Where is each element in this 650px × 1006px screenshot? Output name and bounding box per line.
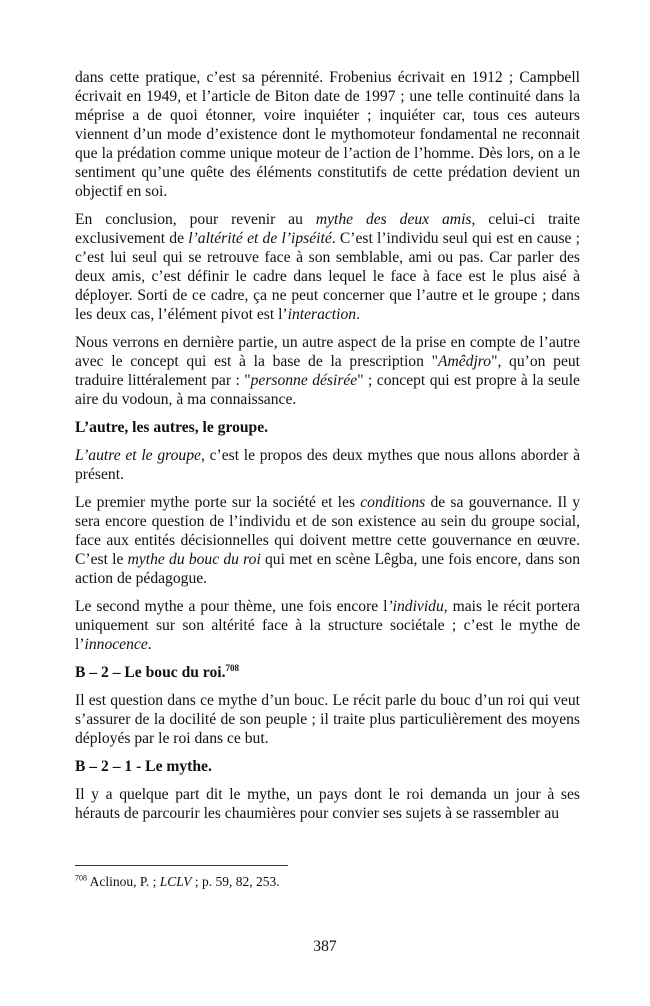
text-run: . C’est l’individu seul qui est en cause ; c’est lui seul qui se retrouve face à son semblable, ami ou pas. Car parler des deux amis, c’est définir le cadre dans lequel le face à face est le plus aisé à déployer. Sorti de ce cadre, ça ne peut concerner que l’autre et le groupe ; dans les deux cas, l’élément pivot est l’: [75, 230, 580, 323]
text-run: celui-ci traite exclusivement de: [75, 211, 580, 247]
text-run: Nous verrons en dernière partie: [75, 334, 274, 351]
paragraph-5: [75, 493, 580, 588]
text-run: , mais le récit portera uniquement sur son altérité face à la structure sociétale ; c’est le mythe de l’: [75, 598, 580, 653]
heading-text: B – 2 – Le bouc du roi.: [75, 664, 226, 681]
footnote-reference[interactable]: 708: [225, 662, 239, 673]
page-number: 387: [313, 938, 337, 955]
paragraph-7-text: Il est question dans ce mythe d’un bouc. Le récit parle du bouc d’un roi qui veut s’assurer de la docilité de son peuple ; il traite plus particulièrement des moyens déployés par le roi dans ce but.: [75, 692, 580, 747]
section-heading-mythe: B – 2 – 1 - Le mythe.: [75, 758, 212, 775]
paragraph-2: [75, 210, 580, 324]
text-run: Aclinou, P. ;: [87, 874, 160, 889]
text-run: En conclusion, pour revenir au: [75, 211, 316, 228]
italic-run: L’autre et le groupe: [75, 447, 201, 464]
footnote-number: 708: [75, 873, 87, 883]
italic-run: interaction: [287, 306, 357, 323]
italic-run: mythe des deux amis,: [315, 211, 476, 228]
text-run: Le premier mythe porte sur la société et les: [75, 494, 361, 511]
italic-run: ,: [273, 334, 278, 351]
italic-run: innocence: [84, 636, 148, 653]
paragraph-1: [75, 68, 580, 201]
text-run: un autre aspect de la prise en compte de l’autre avec le concept qui est à la base de la prescription ": [75, 334, 580, 370]
italic-run: personne désirée: [250, 372, 358, 389]
italic-run: Amêdjro: [437, 353, 492, 370]
text-run: " ; concept qui est propre à la seule aire du vodoun, à ma connaissance.: [75, 372, 580, 408]
text-run: Le second mythe a pour thème, une fois encore l: [75, 598, 388, 615]
italic-run: conditions: [360, 494, 426, 511]
paragraph-1-text: dans cette pratique, c’est sa pérennité. Frobenius écrivait en 1912 ; Campbell écrivait en 1949, et l’article de Biton date de 1997 ; une telle continuité dans la méprise a de quoi étonner, voire inquiéter ; inquiéter car, tous ces auteurs viennent d’un mode d’existence dont le mythomoteur fondamental ne reconnait que la prédation comme unique moteur de l’action de l’homme. Dès lors, on a le sentiment qu’une quête des éléments constitutifs de cette prédation devient un objectif en soi.: [75, 69, 580, 200]
paragraph-7: [75, 691, 580, 748]
text-run: , c’est le propos des deux mythes que nous allons aborder à présent.: [75, 447, 580, 483]
paragraph-6: [75, 597, 580, 654]
italic-run: LCLV: [159, 874, 192, 889]
text-run: .: [356, 306, 360, 323]
paragraph-8-text: Il y a quelque part dit le mythe, un pays dont le roi demanda un jour à ses hérauts de parcourir les chaumières pour convier ses sujets à se rassembler au: [75, 786, 580, 822]
paragraph-3: [75, 333, 580, 409]
paragraph-4: [75, 446, 580, 484]
footnote: [75, 873, 580, 890]
text-run: de sa gouvernance. Il y sera encore question de l’individu et de son existence au sein du groupe social, face aux entités décisionnelles qui doivent mettre cette gouvernance en œuvre. C’est le: [75, 494, 580, 568]
section-heading-bouc: [75, 663, 580, 682]
italic-run: l’altérité et de l’ipséité: [188, 230, 332, 247]
text-run: ", qu’on peut traduire littéralement par : ": [75, 353, 580, 389]
italic-run: mythe du bouc du roi: [127, 551, 261, 568]
footnote-divider: [75, 865, 288, 866]
paragraph-8: [75, 785, 580, 823]
text-run: qui met en scène Lêgba, une fois encore, dans son action de pédagogue.: [75, 551, 580, 587]
italic-run: ’individu: [387, 598, 444, 615]
text-run: ; p. 59, 82, 253.: [191, 874, 280, 889]
body-text: [75, 68, 580, 832]
section-heading-autre: L’autre, les autres, le groupe.: [75, 419, 269, 436]
text-run: .: [147, 636, 152, 653]
